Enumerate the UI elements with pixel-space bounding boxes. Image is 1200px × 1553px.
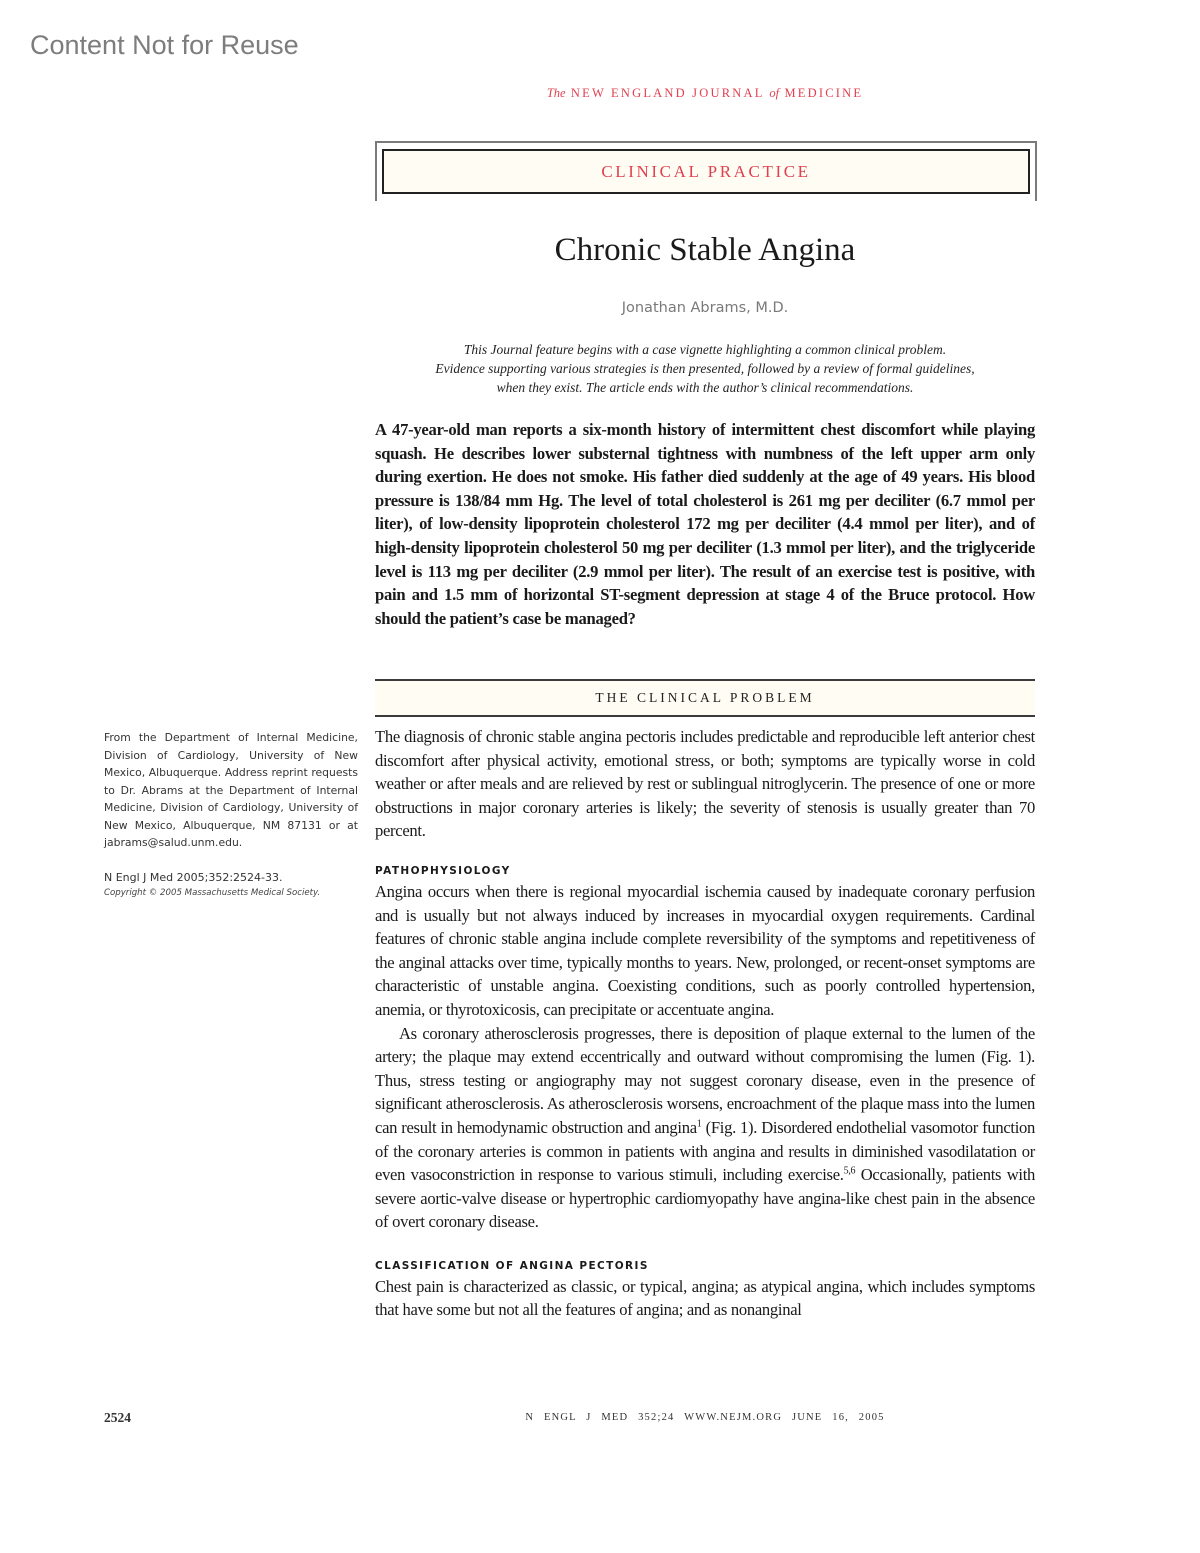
subheading-classification: CLASSIFICATION OF ANGINA PECTORIS [375, 1259, 649, 1272]
clinical-problem-intro: The diagnosis of chronic stable angina pectoris includes predictable and reproducible left anterior chest discomfort after physical activity, emotional stress, or both; symptoms are typically worse in cold weather or after meals and are relieved by rest or sublingual nitroglycerin. The presence of one or more obstructions in major coronary arteries is likely; the severity of stenosis is usually greater than 70 percent. [375, 727, 1035, 841]
article-body [375, 725, 1035, 1322]
subheading-pathophysiology: PATHOPHYSIOLOGY [375, 864, 511, 877]
feature-intro-line: This Journal feature begins with a case vignette highlighting a common clinical problem. [463, 342, 947, 357]
author-affiliation: From the Department of Internal Medicine, Division of Cardiology, University of New Mexico, Albuquerque. Address reprint requests to Dr. Abrams at the Department of Internal Medicine, Division of Cardiology, University of New Mexico, Albuquerque, NM 87131 or at jabrams@salud.unm.edu. [104, 731, 358, 849]
feature-intro-line: Evidence supporting various strategies is then presented, followed by a review of formal guidelines, [435, 361, 975, 376]
reference-marker[interactable]: 5,6 [843, 1165, 856, 1177]
footer-website: WWW.NEJM.ORG [684, 1412, 783, 1423]
journal-name-part1: NEW ENGLAND JOURNAL [570, 86, 765, 100]
footer-journal-issue: N ENGL J MED 352;24 [525, 1412, 675, 1423]
pathophysiology-paragraph-1: Angina occurs when there is regional myocardial ischemia caused by inadequate coronary perfusion and is usually but not always induced by increases in myocardial oxygen requirements. Cardinal features of chronic stable angina include complete reversibility of the symptoms and repetitiveness of the anginal attacks over time, typically months to years. New, prolonged, or recent-onset symptoms are characteristic of unstable angina. Coexisting conditions, such as poorly controlled hypertension, anemia, or thyrotoxicosis, can precipitate or accentuate angina. [375, 881, 1035, 1019]
article-title: Chronic Stable Angina [554, 232, 856, 268]
feature-intro [385, 340, 1025, 397]
journal-connector: of [769, 86, 780, 100]
section-banner-box [382, 149, 1030, 194]
copyright-notice: Copyright © 2005 Massachusetts Medical Society. [104, 888, 321, 898]
footer-citation [375, 1412, 1035, 1423]
case-vignette: A 47-year-old man reports a six-month history of intermittent chest discomfort while playing squash. He describes lower substernal tightness with numbness of the left upper arm only during exertion. He does not smoke. His father died suddenly at the age of 49 years. His blood pressure is 138/84 mm Hg. The level of total cholesterol is 261 mg per deciliter (6.7 mmol per liter), of low-density lipoprotein cholesterol 172 mg per deciliter (4.4 mmol per liter), and of high-density lipoprotein cholesterol 50 mg per deciliter (1.3 mmol per liter), and the triglyceride level is 113 mg per deciliter (2.9 mmol per liter). The result of an exercise test is positive, with pain and 1.5 mm of horizontal ST-segment depression at stage 4 of the Bruce protocol. How should the patient’s case be managed? [375, 420, 1035, 628]
paragraph-text: Occasionally, patients with severe aortic-valve disease or hypertrophic cardiomyopathy have angina-like chest pain in the absence of overt coronary disease. [375, 1165, 1035, 1232]
journal-prefix: The [546, 86, 566, 100]
feature-intro-line: when they exist. The article ends with the author’s clinical recommendations. [496, 380, 914, 395]
sidebar-notes [104, 729, 358, 900]
article-author: Jonathan Abrams, M.D. [621, 300, 789, 316]
journal-name-part2: MEDICINE [784, 86, 864, 100]
section-heading-bar [375, 679, 1035, 717]
footer-date: JUNE 16, 2005 [791, 1412, 885, 1423]
paragraph-text: (Fig. 1). Disordered endothelial vasomotor function of the coronary arteries is common in patients with angina and results in diminished vasodilatation or even vasoconstriction in response to various stimuli, including exercise. [375, 1117, 1036, 1185]
section-banner [375, 141, 1037, 201]
paragraph-text: As coronary atherosclerosis progresses, there is deposition of plaque external to the lumen of the artery; the plaque may extend eccentrically and outward without compromising the lumen (Fig. 1). Thus, stress testing or angiography may not suggest coronary disease, even in the presence of significant atherosclerosis. As atherosclerosis worsens, encroachment of the plaque mass into the lumen can result in hemodynamic obstruction and angina [375, 1023, 1035, 1137]
page-number: 2524 [104, 1410, 131, 1425]
watermark: Content Not for Reuse [30, 30, 299, 60]
journal-masthead [375, 86, 1035, 101]
reference-marker[interactable]: 1 [696, 1118, 702, 1130]
article-citation: N Engl J Med 2005;352:2524-33. [104, 870, 283, 884]
classification-paragraph-1: Chest pain is characterized as classic, or typical, angina; as atypical angina, which includes symptoms that have some but not all the features of angina; and as nonanginal [375, 1276, 1035, 1320]
pathophysiology-paragraph-2 [375, 1022, 1035, 1234]
section-label: CLINICAL PRACTICE [601, 161, 811, 181]
section-heading-clinical-problem: THE CLINICAL PROBLEM [595, 690, 815, 705]
